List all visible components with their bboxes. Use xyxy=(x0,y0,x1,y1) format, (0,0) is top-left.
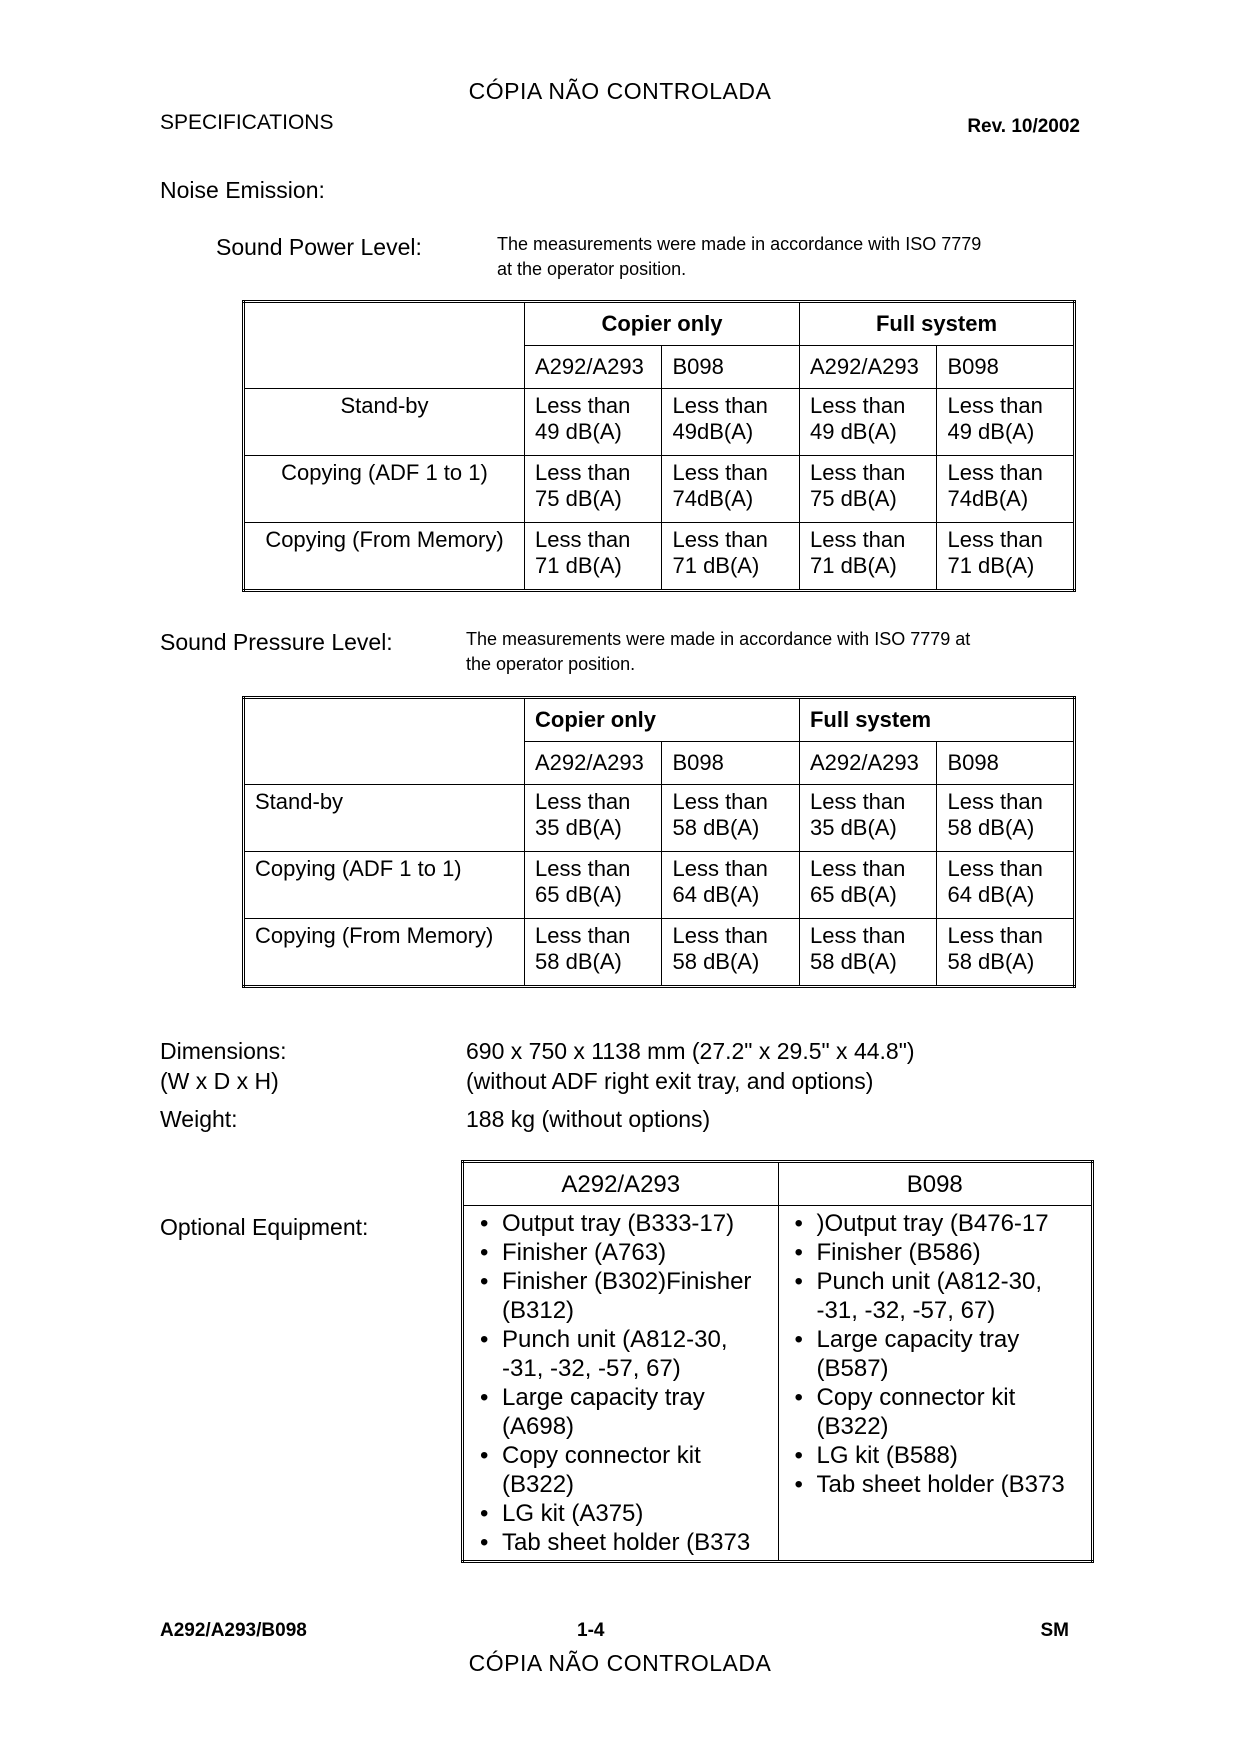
watermark-top: CÓPIA NÃO CONTROLADA xyxy=(468,78,772,104)
options-col-b xyxy=(778,1206,1093,1562)
sound-pressure-label: Sound Pressure Level: xyxy=(160,629,393,655)
table-cell: Less than 75 dB(A) xyxy=(525,456,662,523)
table-cell: Less than 64 dB(A) xyxy=(662,852,800,919)
row-label: Copying (ADF 1 to 1) xyxy=(244,456,525,523)
table-cell: Less than 71 dB(A) xyxy=(799,523,936,591)
sound-pressure-note xyxy=(466,627,970,677)
options-col-a-title: A292/A293 xyxy=(463,1162,779,1206)
dimensions-value-block xyxy=(466,1036,915,1096)
table-cell: Less than 58 dB(A) xyxy=(662,919,800,987)
optional-equipment-table xyxy=(461,1160,1094,1563)
table-cell: Less than 74dB(A) xyxy=(662,456,800,523)
sound-power-note xyxy=(497,232,981,282)
list-item: • Output tray (B333-17) xyxy=(502,1209,770,1238)
sound-pressure-corner-cell xyxy=(244,698,525,785)
options-col-a xyxy=(463,1206,779,1562)
row-label: Copying (From Memory) xyxy=(244,919,525,987)
optional-equipment-label: Optional Equipment: xyxy=(160,1214,369,1240)
table-cell: Less than 35 dB(A) xyxy=(525,785,662,852)
sound-pressure-note-line1: The measurements were made in accordance with ISO 7779 at xyxy=(466,629,971,649)
dimensions-label-block xyxy=(160,1036,287,1096)
list-item: • Finisher (A763) xyxy=(502,1238,770,1267)
list-item: • LG kit (B588) xyxy=(817,1441,1084,1470)
table-cell: Less than 71 dB(A) xyxy=(525,523,662,591)
table-row xyxy=(244,852,1075,919)
section-title: SPECIFICATIONS xyxy=(160,111,334,134)
table-cell: Less than 35 dB(A) xyxy=(799,785,936,852)
row-label: Copying (From Memory) xyxy=(244,523,525,591)
row-label: Stand-by xyxy=(244,785,525,852)
list-item: • Punch unit (A812-30, -31, -32, -57, 67) xyxy=(502,1325,770,1383)
dimensions-label: Dimensions: xyxy=(160,1038,287,1064)
table-cell: Less than 71 dB(A) xyxy=(937,523,1075,591)
sound-power-note-line2: at the operator position. xyxy=(497,259,687,279)
footer-models: A292/A293/B098 xyxy=(160,1620,307,1641)
list-item: • Punch unit (A812-30, -31, -32, -57, 67) xyxy=(817,1267,1084,1325)
dimensions-sublabel: (W x D x H) xyxy=(160,1068,279,1094)
table-cell: Less than 65 dB(A) xyxy=(799,852,936,919)
sound-power-label: Sound Power Level: xyxy=(216,234,422,260)
table-cell: Less than 49 dB(A) xyxy=(799,389,936,456)
sound-pressure-table xyxy=(242,696,1076,988)
footer-page-number: 1-4 xyxy=(577,1620,605,1641)
dimensions-note: (without ADF right exit tray, and options) xyxy=(466,1068,874,1094)
list-item: • Copy connector kit (B322) xyxy=(502,1441,770,1499)
sound-power-corner-cell xyxy=(244,302,525,389)
list-item: • Copy connector kit (B322) xyxy=(817,1383,1084,1441)
noise-emission-title: Noise Emission: xyxy=(160,177,325,203)
sound-power-table xyxy=(242,300,1076,592)
table-row xyxy=(244,389,1075,456)
watermark-bottom: CÓPIA NÃO CONTROLADA xyxy=(468,1650,772,1676)
sound-pressure-group-full: Full system xyxy=(799,698,1074,742)
table-cell: Less than 58 dB(A) xyxy=(662,785,800,852)
footer-manual: SM xyxy=(1040,1620,1069,1641)
sound-pressure-group-copier: Copier only xyxy=(525,698,800,742)
sound-power-group-full: Full system xyxy=(799,302,1074,346)
sound-pressure-model-b: B098 xyxy=(662,742,800,785)
table-cell: Less than 49 dB(A) xyxy=(937,389,1075,456)
list-item: • LG kit (A375) xyxy=(502,1499,770,1528)
list-item: • Finisher (B586) xyxy=(817,1238,1084,1267)
table-cell: Less than 49dB(A) xyxy=(662,389,800,456)
list-item: • Large capacity tray (B587) xyxy=(817,1325,1084,1383)
table-cell: Less than 64 dB(A) xyxy=(937,852,1075,919)
table-cell: Less than 71 dB(A) xyxy=(662,523,800,591)
list-item: • Finisher (B302)Finisher (B312) xyxy=(502,1267,770,1325)
row-label: Copying (ADF 1 to 1) xyxy=(244,852,525,919)
sound-pressure-model-b: B098 xyxy=(937,742,1075,785)
table-row xyxy=(244,523,1075,591)
table-cell: Less than 65 dB(A) xyxy=(525,852,662,919)
table-row xyxy=(244,919,1075,987)
sound-power-model-b: B098 xyxy=(937,346,1075,389)
table-cell: Less than 58 dB(A) xyxy=(525,919,662,987)
list-item: • Large capacity tray (A698) xyxy=(502,1383,770,1441)
table-row xyxy=(244,456,1075,523)
table-cell: Less than 58 dB(A) xyxy=(937,919,1075,987)
list-item: • Tab sheet holder (B373 xyxy=(502,1528,770,1557)
weight-label: Weight: xyxy=(160,1106,238,1132)
sound-power-model-a: A292/A293 xyxy=(799,346,936,389)
row-label: Stand-by xyxy=(244,389,525,456)
sound-pressure-model-a: A292/A293 xyxy=(799,742,936,785)
list-item: • )Output tray (B476-17 xyxy=(817,1209,1084,1238)
sound-power-note-line1: The measurements were made in accordance with ISO 7779 xyxy=(497,234,982,254)
options-col-b-title: B098 xyxy=(778,1162,1093,1206)
table-cell: Less than 75 dB(A) xyxy=(799,456,936,523)
sound-power-model-a: A292/A293 xyxy=(525,346,662,389)
table-cell: Less than 58 dB(A) xyxy=(937,785,1075,852)
table-cell: Less than 58 dB(A) xyxy=(799,919,936,987)
dimensions-value: 690 x 750 x 1138 mm (27.2" x 29.5" x 44.8") xyxy=(466,1038,915,1064)
sound-pressure-model-a: A292/A293 xyxy=(525,742,662,785)
weight-value: 188 kg (without options) xyxy=(466,1106,711,1132)
table-cell: Less than 74dB(A) xyxy=(937,456,1075,523)
revision-label: Rev. 10/2002 xyxy=(967,116,1080,137)
table-cell: Less than 49 dB(A) xyxy=(525,389,662,456)
sound-pressure-note-line2: the operator position. xyxy=(466,654,636,674)
table-row xyxy=(244,785,1075,852)
sound-power-group-copier: Copier only xyxy=(525,302,800,346)
sound-power-model-b: B098 xyxy=(662,346,800,389)
list-item: • Tab sheet holder (B373 xyxy=(817,1470,1084,1499)
